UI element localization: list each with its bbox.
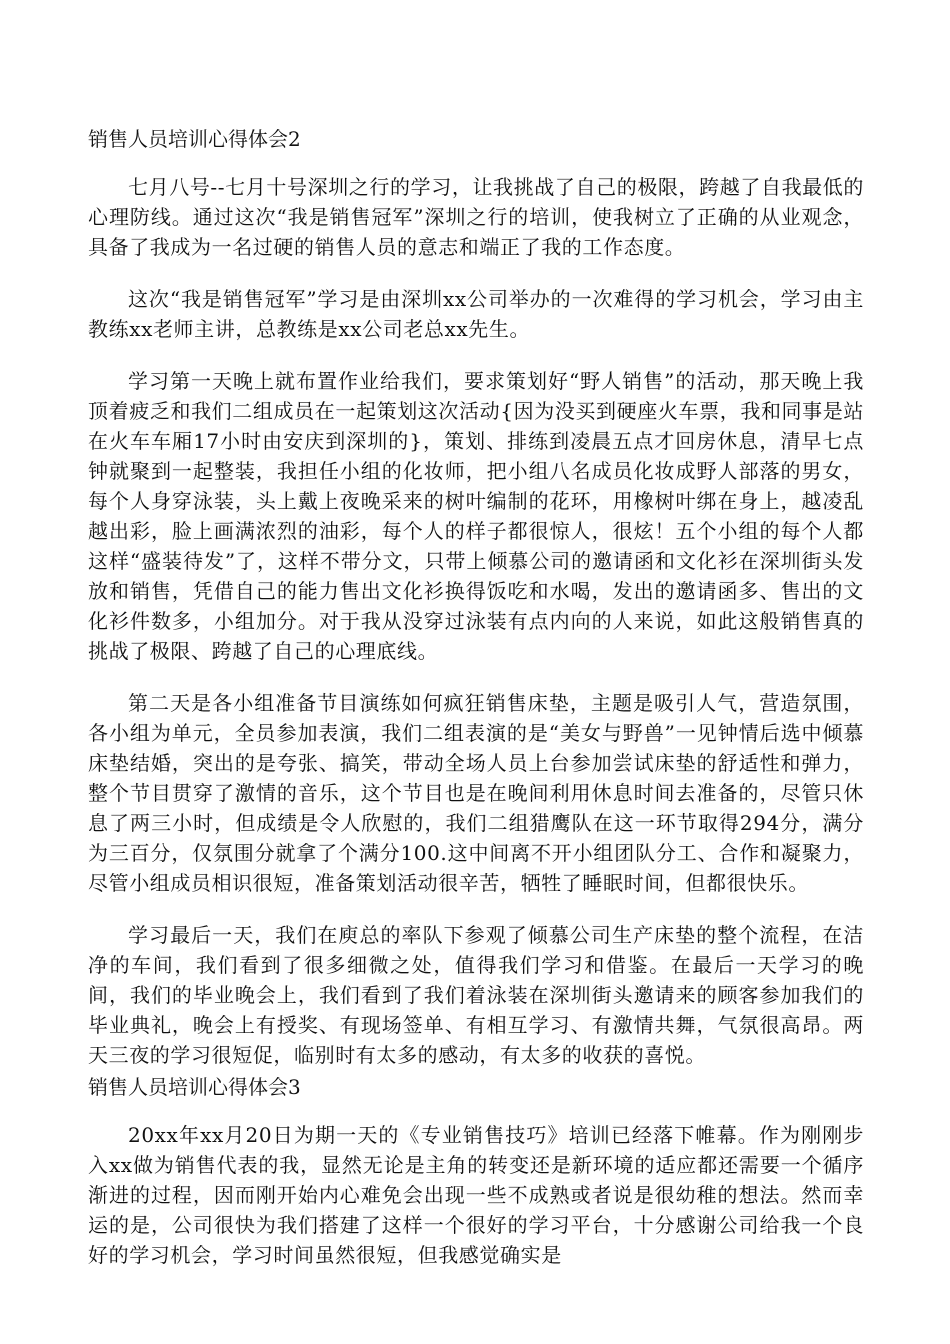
paragraph: 第二天是各小组准备节目演练如何疯狂销售床垫，主题是吸引人气，营造氛围，各小组为单元，全员参加表演，我们二组表演的是“美女与野兽”一见钟情后选中倾慕床垫结婚，突出的是夸张、搞笑，带动全场人员上台参加尝试床垫的舒适性和弹力，整个节目贯穿了激情的音乐，这个节目也是在晚间利用休息时间去准备的，尽管只休息了两三小时，但成绩是令人欣慰的，我们二组猎鹰队在这一环节取得294分，满分为三百分，仅氛围分就拿了个满分100.这中间离不开小组团队分工、合作和凝聚力，尽管小组成员相识很短，准备策划活动很辛苦，牺牲了睡眠时间，但都很快乐。 — [88, 691, 864, 895]
section-heading: 销售人员培训心得体会3 — [88, 1075, 301, 1099]
paragraph: 20xx年xx月20日为期一天的《专业销售技巧》培训已经落下帷幕。作为刚刚步入xx做为销售代表的我，显然无论是主角的转变还是新环境的适应都还需要一个循序渐进的过程，因而刚开始内心难免会出现一些不成熟或者说是很幼稚的想法。然而幸运的是，公司很快为我们搭建了这样一个很好的学习平台，十分感谢公司给我一个良好的学习机会，学习时间虽然很短，但我感觉确实是 — [88, 1123, 864, 1267]
paragraph: 学习第一天晚上就布置作业给我们，要求策划好“野人销售”的活动，那天晚上我顶着疲乏和我们二组成员在一起策划这次活动{因为没买到硬座火车票，我和同事是站在火车车厢17小时由安庆到深圳的}，策划、排练到凌晨五点才回房休息，清早七点钟就聚到一起整装，我担任小组的化妆师，把小组八名成员化妆成野人部落的男女，每个人身穿泳装，头上戴上夜晚采来的树叶编制的花环，用橡树叶绑在身上，越凌乱越出彩，脸上画满浓烈的油彩，每个人的样子都很惊人，很炫！五个小组的每个人都这样“盛装待发”了，这样不带分文，只带上倾慕公司的邀请函和文化衫在深圳街头发放和销售，凭借自己的能力售出文化衫换得饭吃和水喝，发出的邀请函多、售出的文化衫件数多，小组加分。对于我从没穿过泳装有点内向的人来说，如此这般销售真的挑战了极限、跨越了自己的心理底线。 — [88, 369, 864, 663]
document-page — [88, 122, 864, 1270]
section-heading: 销售人员培训心得体会2 — [88, 127, 301, 151]
paragraph: 学习最后一天，我们在庾总的率队下参观了倾慕公司生产床垫的整个流程，在洁净的车间，我们看到了很多细微之处，值得我们学习和借鉴。在最后一天学习的晚间，我们的毕业晚会上，我们看到了我们着泳装在深圳街头邀请来的顾客参加我们的毕业典礼，晚会上有授奖、有现场签单、有相互学习、有激情共舞，气氛很高昂。两天三夜的学习很短促，临别时有太多的感动，有太多的收获的喜悦。 — [88, 923, 864, 1067]
paragraph: 七月八号--七月十号深圳之行的学习，让我挑战了自己的极限，跨越了自我最低的心理防线。通过这次“我是销售冠军”深圳之行的培训，使我树立了正确的从业观念，具备了我成为一名过硬的销售人员的意志和端正了我的工作态度。 — [88, 175, 864, 259]
paragraph: 这次“我是销售冠军”学习是由深圳xx公司举办的一次难得的学习机会，学习由主教练xx老师主讲，总教练是xx公司老总xx先生。 — [88, 287, 864, 341]
